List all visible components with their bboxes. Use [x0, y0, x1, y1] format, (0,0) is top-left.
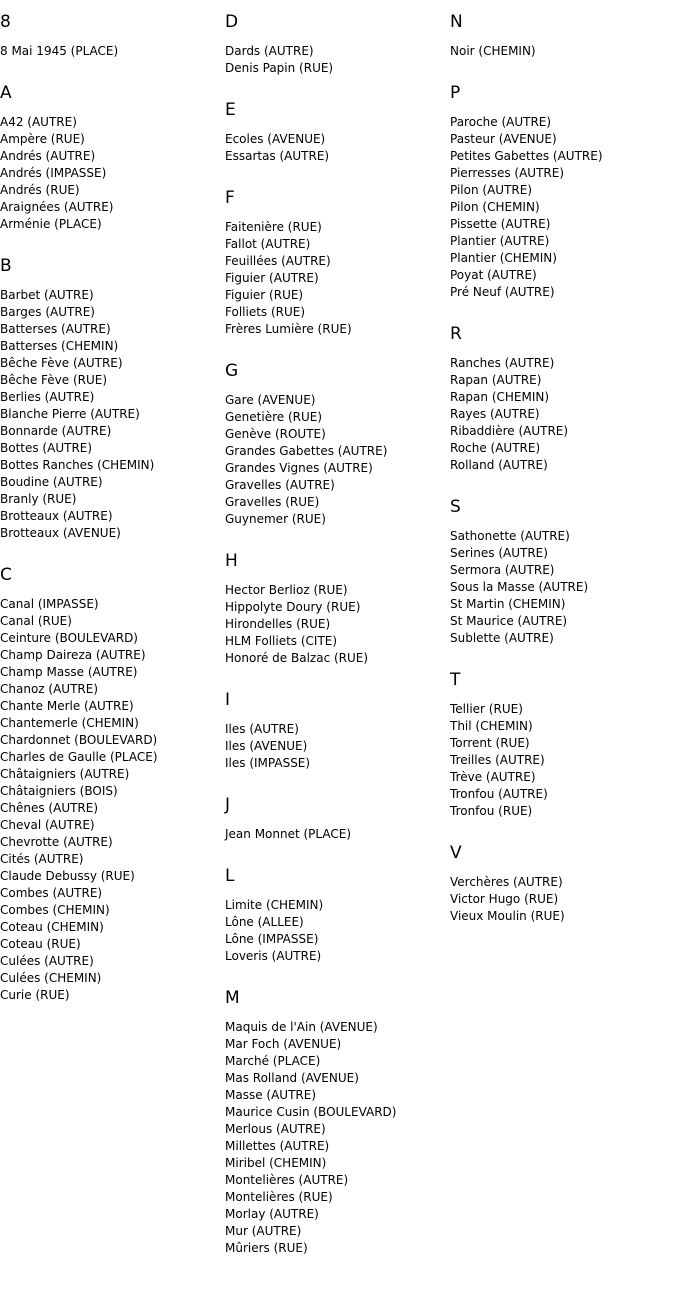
street-link[interactable]: Chante Merle (AUTRE) — [0, 699, 134, 713]
street-link[interactable]: Chênes (AUTRE) — [0, 801, 99, 815]
street-link[interactable]: Mur (AUTRE) — [225, 1224, 302, 1238]
street-list — [450, 355, 675, 474]
street-list — [225, 43, 450, 77]
street-link[interactable]: Roche (AUTRE) — [450, 441, 541, 455]
street-link[interactable]: Sathonette (AUTRE) — [450, 529, 570, 543]
street-link[interactable]: Montelières (RUE) — [225, 1190, 333, 1204]
street-link[interactable]: Charles de Gaulle (PLACE) — [0, 750, 158, 764]
street-link[interactable]: Mar Foch (AVENUE) — [225, 1037, 342, 1051]
street-link[interactable]: Loveris (AUTRE) — [225, 949, 322, 963]
street-link[interactable]: Lône (ALLEE) — [225, 915, 304, 929]
street-list — [225, 721, 450, 772]
street-link[interactable]: Pissette (AUTRE) — [450, 217, 551, 231]
street-link[interactable]: Pilon (CHEMIN) — [450, 200, 540, 214]
street-list — [450, 114, 675, 301]
street-link[interactable]: Guynemer (RUE) — [225, 512, 326, 526]
letter-section — [450, 324, 675, 474]
street-link[interactable]: Paroche (AUTRE) — [450, 115, 552, 129]
street-link[interactable]: Berlies (AUTRE) — [0, 390, 95, 404]
street-list — [450, 874, 675, 925]
street-link[interactable]: Hector Berlioz (RUE) — [225, 583, 348, 597]
street-link[interactable]: Batterses (AUTRE) — [0, 322, 111, 336]
letter-heading: D — [225, 12, 239, 32]
letter-section — [450, 843, 675, 925]
street-link[interactable]: Thil (CHEMIN) — [450, 719, 533, 733]
street-link[interactable]: Grandes Gabettes (AUTRE) — [225, 444, 388, 458]
street-link[interactable]: Plantier (AUTRE) — [450, 234, 550, 248]
street-list — [0, 43, 225, 60]
street-link[interactable]: St Martin (CHEMIN) — [450, 597, 566, 611]
letter-heading: L — [225, 866, 235, 886]
street-link[interactable]: Châtaigniers (AUTRE) — [0, 767, 130, 781]
street-link[interactable]: Treilles (AUTRE) — [450, 753, 545, 767]
street-link[interactable]: Noir (CHEMIN) — [450, 44, 536, 58]
street-link[interactable]: Culées (AUTRE) — [0, 954, 94, 968]
street-link[interactable]: Araignées (AUTRE) — [0, 200, 114, 214]
street-link[interactable]: Gare (AVENUE) — [225, 393, 316, 407]
street-link[interactable]: Iles (AUTRE) — [225, 722, 299, 736]
street-link[interactable]: Bêche Fève (RUE) — [0, 373, 108, 387]
street-link[interactable]: Vieux Moulin (RUE) — [450, 909, 565, 923]
street-link[interactable]: Torrent (RUE) — [450, 736, 530, 750]
letter-heading: V — [450, 843, 462, 863]
letter-section — [225, 361, 450, 528]
letter-heading: I — [225, 690, 231, 710]
street-link[interactable]: Andrés (RUE) — [0, 183, 80, 197]
street-link[interactable]: Sous la Masse (AUTRE) — [450, 580, 589, 594]
letter-heading: M — [225, 988, 240, 1008]
street-link[interactable]: Pilon (AUTRE) — [450, 183, 533, 197]
street-list — [225, 219, 450, 338]
street-link[interactable]: Faitenière (RUE) — [225, 220, 322, 234]
letter-section — [225, 12, 450, 77]
street-list — [225, 826, 450, 843]
street-link[interactable]: Arménie (PLACE) — [0, 217, 102, 231]
street-link[interactable]: Victor Hugo (RUE) — [450, 892, 559, 906]
street-link[interactable]: Champ Masse (AUTRE) — [0, 665, 138, 679]
street-link[interactable]: Mûriers (RUE) — [225, 1241, 308, 1255]
street-link[interactable]: Tronfou (RUE) — [450, 804, 533, 818]
street-link[interactable]: Coteau (CHEMIN) — [0, 920, 104, 934]
street-link[interactable]: Cités (AUTRE) — [0, 852, 84, 866]
letter-heading: 8 — [0, 12, 11, 32]
street-link[interactable]: Pierresses (AUTRE) — [450, 166, 565, 180]
letter-heading: H — [225, 551, 238, 571]
letter-heading: T — [450, 670, 461, 690]
street-link[interactable]: Poyat (AUTRE) — [450, 268, 537, 282]
letter-heading: R — [450, 324, 462, 344]
street-link[interactable]: Cheval (AUTRE) — [0, 818, 95, 832]
letter-section — [225, 690, 450, 772]
letter-section — [225, 100, 450, 165]
street-link[interactable]: Verchères (AUTRE) — [450, 875, 563, 889]
street-link[interactable]: Marché (PLACE) — [225, 1054, 321, 1068]
street-link[interactable]: Essartas (AUTRE) — [225, 149, 330, 163]
street-list — [225, 897, 450, 965]
street-link[interactable]: Miribel (CHEMIN) — [225, 1156, 327, 1170]
street-link[interactable]: Denis Papin (RUE) — [225, 61, 334, 75]
street-link[interactable]: Canal (IMPASSE) — [0, 597, 99, 611]
street-list — [225, 131, 450, 165]
street-link[interactable]: Rolland (AUTRE) — [450, 458, 548, 472]
street-link[interactable]: Feuillées (AUTRE) — [225, 254, 331, 268]
street-link[interactable]: Limite (CHEMIN) — [225, 898, 324, 912]
street-link[interactable]: Chantemerle (CHEMIN) — [0, 716, 139, 730]
street-link[interactable]: Blanche Pierre (AUTRE) — [0, 407, 140, 421]
letter-heading: G — [225, 361, 239, 381]
street-link[interactable]: Rayes (AUTRE) — [450, 407, 540, 421]
street-link[interactable]: Tellier (RUE) — [450, 702, 523, 716]
street-link[interactable]: Chevrotte (AUTRE) — [0, 835, 113, 849]
street-list — [450, 43, 675, 60]
street-link[interactable]: Honoré de Balzac (RUE) — [225, 651, 369, 665]
street-link[interactable]: Brotteaux (AUTRE) — [0, 509, 113, 523]
street-link[interactable]: Culées (CHEMIN) — [0, 971, 102, 985]
street-link[interactable]: Châtaigniers (BOIS) — [0, 784, 118, 798]
street-list — [450, 528, 675, 647]
street-link[interactable]: Batterses (CHEMIN) — [0, 339, 119, 353]
street-link[interactable]: Frères Lumière (RUE) — [225, 322, 352, 336]
street-link[interactable]: Ecoles (AVENUE) — [225, 132, 326, 146]
street-link[interactable]: Rapan (AUTRE) — [450, 373, 542, 387]
street-link[interactable]: Petites Gabettes (AUTRE) — [450, 149, 603, 163]
index-column-3 — [450, 0, 675, 925]
street-link[interactable]: A42 (AUTRE) — [0, 115, 77, 129]
street-list — [0, 287, 225, 542]
street-link[interactable]: Grandes Vignes (AUTRE) — [225, 461, 373, 475]
street-link[interactable]: Branly (RUE) — [0, 492, 77, 506]
street-link[interactable]: Serines (AUTRE) — [450, 546, 548, 560]
street-link[interactable]: Maurice Cusin (BOULEVARD) — [225, 1105, 397, 1119]
letter-section — [225, 551, 450, 667]
street-link[interactable]: Jean Monnet (PLACE) — [225, 827, 352, 841]
street-link[interactable]: Ribaddière (AUTRE) — [450, 424, 569, 438]
letter-heading: P — [450, 83, 461, 103]
street-link[interactable]: Andrés (AUTRE) — [0, 149, 96, 163]
letter-heading: F — [225, 188, 235, 208]
street-link[interactable]: Genetière (RUE) — [225, 410, 323, 424]
letter-section — [225, 988, 450, 1257]
street-link[interactable]: Tronfou (AUTRE) — [450, 787, 548, 801]
street-list — [225, 1019, 450, 1257]
street-link[interactable]: Gravelles (AUTRE) — [225, 478, 335, 492]
letter-section — [225, 188, 450, 338]
street-link[interactable]: Bêche Fève (AUTRE) — [0, 356, 123, 370]
street-link[interactable]: Bonnarde (AUTRE) — [0, 424, 112, 438]
street-link[interactable]: Pré Neuf (AUTRE) — [450, 285, 555, 299]
street-list — [225, 392, 450, 528]
letter-section — [225, 866, 450, 965]
street-link[interactable]: Folliets (RUE) — [225, 305, 306, 319]
street-link[interactable]: Morlay (AUTRE) — [225, 1207, 319, 1221]
letter-section — [450, 497, 675, 647]
letter-section — [0, 256, 225, 542]
street-link[interactable]: Montelières (AUTRE) — [225, 1173, 349, 1187]
street-link[interactable]: Millettes (AUTRE) — [225, 1139, 330, 1153]
street-link[interactable]: Rapan (CHEMIN) — [450, 390, 550, 404]
street-link[interactable]: Maquis de l'Ain (AVENUE) — [225, 1020, 378, 1034]
street-link[interactable]: Champ Daireza (AUTRE) — [0, 648, 146, 662]
letter-section — [450, 670, 675, 820]
street-link[interactable]: 8 Mai 1945 (PLACE) — [0, 44, 119, 58]
street-link[interactable]: Hirondelles (RUE) — [225, 617, 331, 631]
street-link[interactable]: Trève (AUTRE) — [450, 770, 536, 784]
letter-section — [0, 12, 225, 60]
letter-section — [0, 565, 225, 1004]
street-link[interactable]: Ampère (RUE) — [0, 132, 85, 146]
street-link[interactable]: Bottes (AUTRE) — [0, 441, 93, 455]
street-link[interactable]: Iles (AVENUE) — [225, 739, 308, 753]
street-link[interactable]: Iles (IMPASSE) — [225, 756, 311, 770]
street-link[interactable]: Plantier (CHEMIN) — [450, 251, 557, 265]
street-link[interactable]: Ceinture (BOULEVARD) — [0, 631, 138, 645]
street-link[interactable]: Figuier (RUE) — [225, 288, 304, 302]
street-link[interactable]: Barges (AUTRE) — [0, 305, 95, 319]
street-link[interactable]: St Maurice (AUTRE) — [450, 614, 568, 628]
letter-section — [0, 83, 225, 233]
letter-heading: A — [0, 83, 12, 103]
letter-heading: B — [0, 256, 12, 276]
letter-heading: S — [450, 497, 461, 517]
index-column-2 — [225, 0, 450, 1257]
street-list — [0, 596, 225, 1004]
letter-section — [225, 795, 450, 843]
street-link[interactable]: Chanoz (AUTRE) — [0, 682, 99, 696]
street-link[interactable]: Coteau (RUE) — [0, 937, 81, 951]
street-list — [0, 114, 225, 233]
letter-heading: J — [225, 795, 231, 815]
street-link[interactable]: Canal (RUE) — [0, 614, 72, 628]
street-link[interactable]: Barbet (AUTRE) — [0, 288, 94, 302]
street-link[interactable]: Brotteaux (AVENUE) — [0, 526, 121, 540]
letter-heading: E — [225, 100, 236, 120]
street-link[interactable]: Dards (AUTRE) — [225, 44, 314, 58]
letter-section — [450, 83, 675, 301]
letter-heading: C — [0, 565, 12, 585]
street-link[interactable]: Andrés (IMPASSE) — [0, 166, 107, 180]
street-link[interactable]: Merlous (AUTRE) — [225, 1122, 326, 1136]
index-column-1 — [0, 0, 225, 1004]
street-list — [225, 582, 450, 667]
street-link[interactable]: Ranches (AUTRE) — [450, 356, 555, 370]
street-link[interactable]: Chardonnet (BOULEVARD) — [0, 733, 158, 747]
street-link[interactable]: Hippolyte Doury (RUE) — [225, 600, 361, 614]
street-link[interactable]: Sermora (AUTRE) — [450, 563, 555, 577]
street-link[interactable]: Fallot (AUTRE) — [225, 237, 311, 251]
letter-heading: N — [450, 12, 463, 32]
street-link[interactable]: Boudine (AUTRE) — [0, 475, 103, 489]
street-link[interactable]: Bottes Ranches (CHEMIN) — [0, 458, 155, 472]
street-link[interactable]: Pasteur (AVENUE) — [450, 132, 557, 146]
street-link[interactable]: Combes (AUTRE) — [0, 886, 103, 900]
street-list — [450, 701, 675, 820]
street-link[interactable]: Mas Rolland (AVENUE) — [225, 1071, 359, 1085]
street-link[interactable]: HLM Folliets (CITE) — [225, 634, 338, 648]
street-link[interactable]: Genève (ROUTE) — [225, 427, 326, 441]
street-link[interactable]: Masse (AUTRE) — [225, 1088, 317, 1102]
street-link[interactable]: Claude Debussy (RUE) — [0, 869, 135, 883]
street-link[interactable]: Sublette (AUTRE) — [450, 631, 554, 645]
street-link[interactable]: Figuier (AUTRE) — [225, 271, 319, 285]
street-link[interactable]: Lône (IMPASSE) — [225, 932, 319, 946]
street-link[interactable]: Gravelles (RUE) — [225, 495, 320, 509]
letter-section — [450, 12, 675, 60]
street-link[interactable]: Combes (CHEMIN) — [0, 903, 110, 917]
street-link[interactable]: Curie (RUE) — [0, 988, 70, 1002]
